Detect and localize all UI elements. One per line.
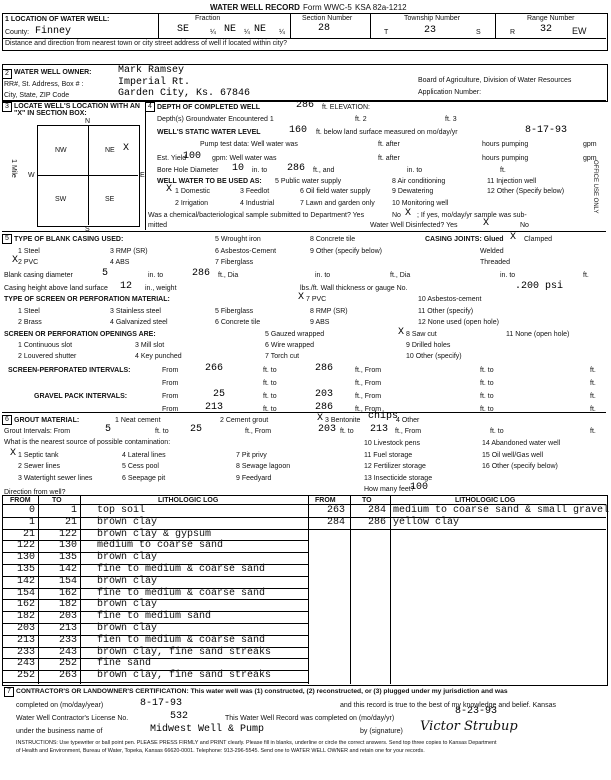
- static-level-label: WELL'S STATIC WATER LEVEL: [157, 129, 261, 136]
- casing-label: TYPE OF BLANK CASING USED:: [14, 236, 124, 243]
- locate-label: LOCATE WELL'S LOCATION WITH AN "X" IN SECTION BOX:: [14, 103, 140, 117]
- log-from: 21: [22, 528, 35, 540]
- log-desc: fine to medium & coarse sand: [97, 564, 266, 575]
- bore-depth: 286: [287, 163, 306, 174]
- log-from: 203: [16, 623, 35, 634]
- static-date: 8-17-93: [525, 125, 568, 136]
- log-from: 122: [16, 540, 35, 552]
- owner-label: WATER WELL OWNER:: [14, 69, 92, 76]
- perf-from: 266: [205, 363, 224, 374]
- range-direction: EW: [572, 26, 587, 36]
- grid-se: SE: [105, 196, 115, 203]
- owner-city: Garden City, Ks. 67846: [118, 88, 251, 99]
- log-to: 233: [58, 634, 77, 646]
- grid-e: E: [140, 172, 145, 179]
- contractor-signature: Victor Strubup: [420, 719, 518, 734]
- gravel1-to: 203: [315, 389, 334, 400]
- grid-s: S: [85, 226, 90, 233]
- gravel1-from: 25: [213, 389, 226, 400]
- address-label: RR#, St. Address, Box # :: [4, 81, 84, 88]
- section-number-label: Section Number: [302, 15, 353, 22]
- log-from: 162: [16, 599, 35, 611]
- log-desc: brown clay: [97, 516, 158, 528]
- gravel2-from: 213: [205, 402, 224, 413]
- city-label: City, State, ZIP Code: [4, 92, 70, 99]
- grout-from2: 203: [318, 424, 337, 435]
- quarter-3: ¼: [279, 29, 285, 36]
- application-label: Application Number:: [418, 89, 482, 96]
- log-to: 203: [58, 611, 77, 623]
- lithologic-log-table: [2, 495, 608, 686]
- log-desc: brown clay: [97, 552, 158, 564]
- form-title: WATER WELL RECORD: [210, 3, 300, 12]
- log-to: 252: [58, 658, 77, 670]
- log-to: 135: [58, 552, 77, 564]
- log-from: 1: [28, 516, 35, 528]
- grid-sw: SW: [55, 196, 67, 203]
- log-desc: medium to coarse sand & small gravel: [393, 505, 610, 516]
- log-to: 182: [58, 599, 77, 611]
- township-value: 23: [424, 25, 437, 36]
- log-from: 154: [16, 587, 35, 599]
- yield-value: 100: [183, 151, 202, 162]
- depth-value: 286: [296, 100, 315, 111]
- contam-distance: 100: [410, 482, 429, 493]
- location-label: 1 LOCATION OF WATER WELL:: [5, 16, 110, 23]
- log-to: 154: [58, 575, 77, 587]
- log-to: 162: [58, 587, 77, 599]
- log-from: 263: [326, 505, 345, 516]
- log-to: 122: [58, 528, 77, 540]
- owner-address: Imperial Rt.: [118, 77, 191, 88]
- casing-height: 12: [120, 281, 133, 292]
- grout-from1: 5: [105, 424, 112, 435]
- ksa-ref: KSA 82a-1212: [355, 3, 407, 12]
- range-value: 32: [540, 24, 553, 35]
- grout-to2: 213: [370, 424, 389, 435]
- grid-nw: NW: [55, 147, 67, 154]
- log-desc: brown clay: [97, 575, 158, 587]
- log-desc: fien to medium & coarse sand: [97, 634, 266, 646]
- log-to: 243: [58, 646, 77, 658]
- range-label: Range Number: [527, 15, 575, 22]
- log-desc: brown clay: [97, 599, 158, 611]
- office-use-only: OFFICE USE ONLY: [592, 160, 598, 214]
- grout-to1: 25: [190, 424, 203, 435]
- gauge-value: .200 psi: [515, 281, 564, 292]
- section-number: 28: [318, 23, 331, 34]
- log-desc: brown clay: [97, 623, 158, 634]
- township-label: Township Number: [404, 15, 461, 22]
- well-location-mark: X: [123, 143, 130, 154]
- groundwater-label: Depth(s) Groundwater Encountered 1: [157, 116, 274, 123]
- log-from: 243: [16, 658, 35, 670]
- quarter-1: ¼: [210, 29, 216, 36]
- log-from: 0: [28, 505, 35, 516]
- water-well-record-form: WATER WELL RECORD Form WWC-5 KSA 82a-1212 1 LOCATION OF WATER WELL: County: Finney Fraction SE ¼ NE ¼ NE ¼ Section Number 28 Township Number T 23 S Range Number R 32 EW Distance and direction from nearest town or city street address of well if located within city? 2 WATER WELL OWNER: Mark Ramsey RR#, St. Address, Box # : Imperial Rt. City, State, ZIP Code Garden City, Ks. 67846 Board of Agriculture, Division of Water Resources Application Number: 3 LOCATE WELL'S LOCATION WITH AN "X" IN SECTION BOX: N S W E NW NE SW SE X 1 Mile 4 DEPTH OF COMPLETED WELL 286 ft. ELEVATION: Depth(s) Groundwater Encountered 1 ft. 2 ft. 3 WELL'S STATIC WATER LEVEL 160 ft. below land surface measured on mo/day/yr 8-17-93 Pump test data: Well water was ft. after hours pumping gpm Est. Yield 100 gpm: Well water was ft. after hours pumping gpm Bore Hole Diameter 10 in. to 286 ft., and in. to ft. WELL WATER TO BE USED AS: X 1 Domestic 2 Irrigation 3 Feedlot 4 Industrial 5 Public water supply 6 Oil field water supply 7 Lawn and garden only 8 Air conditioning 9 Dewatering 10 Monitoring well 11 Injection well 12 Other (Specify below) Was a chemical/bacteriological sample submitted to Department? Yes No X ; If yes, mo/day/yr sample was sub- mitted Water Well Disinfected? Yes X No 5 TYPE OF BLANK CASING USED: 1 Steel X 2 PVC 3 RMP (SR) 4 ABS 5 Wrought iron 6 Asbestos-Cement 7 Fiberglass 8 Concrete tile 9 Other (specify below) CASING JOINTS: Glued X Clamped Welded Threaded Blank casing diameter 5 in. to 286 ft., Dia in. to ft., Dia in. to ft. Casing height above land surface 12 in., weight lbs./ft. Wall thickness or gauge No. .200 psi TYPE OF SCREEN OR PERFORATION MATERIAL: X 7 PVC 10 Asbestos-cement 1 Steel 2 Brass 3 Stainless steel 4 Galvanized steel 5 Fiberglass 6 Concrete tile 8 RMP (SR) 9 ABS 11 Other (specify) 12 None used (open hole) SCREEN OR PERFORATION OPENINGS ARE: 5 Gauzed wrapped X 8 Saw cut 11 None (open hole) 1 Continuous slot 2 Louvered shutter 3 Mill slot 4 Key punched 6 Wire wrapped 7 Torch cut 9 Drilled holes 10 Other (specify) SCREEN-PERFORATED INTERVALS: From 266 ft. to 286 ft., From ft. to ft. From ft. to ft., From ft. to ft. GRAVEL PACK INTERVALS: From 25 ft. to 203 ft., From ft. to ft. From 213 ft. to 286 ft., From ft. to ft. 6 GROUT MATERIAL: 1 Neat cement 2 Cement grout X 3 Bentonite chips 4 Other Grout Intervals: From 5 ft. to 25 ft., From 203 ft. to 213 ft., From ft. to ft. What is the nearest source of possible contamination: X 1 Septic tank 2 Sewer lines 3 Watertight sewer lines 4 Lateral lines 5 Cess pool 6 Seepage pit 7 Pit privy 8 Sewage lagoon 9 Feedyard 10 Livestock pens 11 Fuel storage 12 Fertilizer storage 13 Insecticide storage 14 Abandoned water well 15 Oil well/Gas well 16 Other (specify below) How many feet? 100 Direction from well? FROM TO LITHOLOGIC LOG FROM TO LITHOLOGIC LOG 0 1 top soil 1 21 brown clay 21 122 brown clay & gypsum 122 130 medium to coarse sand 130 135 brown clay 135 142 fine to medium & coarse sand 142 154 brown clay 154 162 fine to medium & coarse sand 162 182 brown clay 182 203 fine to medium sand 203 213 brown clay 213 233 fien to medium & coarse sand 233 243 brown clay, fine sand streaks 243 252 fine sand 252 263 brown clay, fine sand streaks 263 284 medium to coarse sand & small gravel 284 286 yellow clay 7 CONTRACTOR'S OR LANDOWNER'S CERTIFICATION: This water well was (1) constructed, (2) reconstructed, or (3) plugged under my jurisdiction and was completed on (mo/day/year) 8-17-93 and this record is true to the best of my knowledge and belief. Kansas Water Well Contractor's License No. 532 This Water Well Record was completed on (mo/day/yr) 8-23-93 under the business name of Midwest Well & Pump by (signature) Victor Strubup INSTRUCTIONS: Use typewriter or ball point pen. PLEASE PRESS FIRMLY and PRINT clearly. Please fill in blanks, underline or circle the correct answers. Send top three copies to Kansas Department of Health and Environment, Bureau of Water, Topeka, Kansas 66620-0001. Telephone: 913-296-5545. Send one to WATER WELL OWNER and retain one for your records. OFFICE USE ONLY: [0, 0, 611, 780]
- casing-diameter: 5: [102, 268, 109, 279]
- log-desc: fine sand: [97, 658, 152, 670]
- log-from: 135: [16, 564, 35, 575]
- log-to: 21: [64, 516, 77, 528]
- elevation-label: ft. ELEVATION:: [322, 104, 370, 111]
- fraction-2: NE: [224, 24, 237, 35]
- r-label: R: [510, 29, 516, 36]
- bore-diameter: 10: [232, 163, 245, 174]
- log-from: 252: [16, 670, 35, 682]
- board-label: Board of Agriculture, Division of Water Resources: [418, 77, 572, 84]
- log-desc: medium to coarse sand: [97, 540, 224, 552]
- fraction-3: NE: [254, 24, 267, 35]
- log-to: 213: [58, 623, 77, 634]
- owner-name: Mark Ramsey: [118, 65, 185, 76]
- log-to: 142: [58, 564, 77, 575]
- distance-label: Distance and direction from nearest town or city street address of well if located within city?: [5, 40, 288, 47]
- s-label: S: [476, 29, 481, 36]
- log-from: 182: [16, 611, 35, 623]
- perf-to: 286: [315, 363, 334, 374]
- depth-label: DEPTH OF COMPLETED WELL: [157, 104, 261, 111]
- log-from: 142: [16, 575, 35, 587]
- log-from: 284: [326, 516, 345, 528]
- log-desc: top soil: [97, 505, 146, 516]
- county-value: Finney: [35, 26, 72, 37]
- use-label: WELL WATER TO BE USED AS:: [157, 178, 262, 185]
- fraction-1: SE: [177, 24, 190, 35]
- t-label: T: [384, 29, 389, 36]
- log-desc: fine to medium sand: [97, 611, 212, 623]
- use-mark: X: [166, 184, 173, 195]
- county-label: County:: [5, 29, 30, 36]
- quarter-2: ¼: [244, 29, 250, 36]
- grid-n: N: [85, 118, 91, 125]
- gravel2-to: 286: [315, 402, 334, 413]
- log-to: 1: [70, 505, 77, 516]
- log-to: 130: [58, 540, 77, 552]
- grid-w: W: [28, 172, 35, 179]
- completed-date: 8-17-93: [140, 698, 183, 709]
- license-number: 532: [170, 711, 189, 722]
- log-from: 213: [16, 634, 35, 646]
- log-desc: fine to medium & coarse sand: [97, 587, 266, 599]
- log-to: 284: [367, 505, 386, 516]
- log-to: 286: [367, 516, 386, 528]
- form-number: Form WWC-5: [303, 3, 352, 12]
- record-date: 8-23-93: [455, 706, 498, 717]
- log-desc: brown clay, fine sand streaks: [97, 670, 272, 682]
- log-desc: yellow clay: [393, 516, 460, 528]
- fraction-label: Fraction: [195, 15, 221, 22]
- business-name: Midwest Well & Pump: [150, 724, 265, 735]
- grout-chips: chips: [368, 411, 399, 422]
- certification-label: CONTRACTOR'S OR LANDOWNER'S CERTIFICATION: This water well was (1) constructed, (2) reconstructed, or (3) plugged under my jurisdiction and was: [16, 688, 508, 695]
- log-to: 263: [58, 670, 77, 682]
- log-from: 233: [16, 646, 35, 658]
- static-level-value: 160: [289, 125, 308, 136]
- log-from: 130: [16, 552, 35, 564]
- mile-label: 1 Mile: [9, 159, 17, 178]
- grid-ne: NE: [105, 147, 115, 154]
- log-desc: brown clay & gypsum: [97, 528, 212, 540]
- log-desc: brown clay, fine sand streaks: [97, 646, 272, 658]
- casing-depth: 286: [192, 268, 211, 279]
